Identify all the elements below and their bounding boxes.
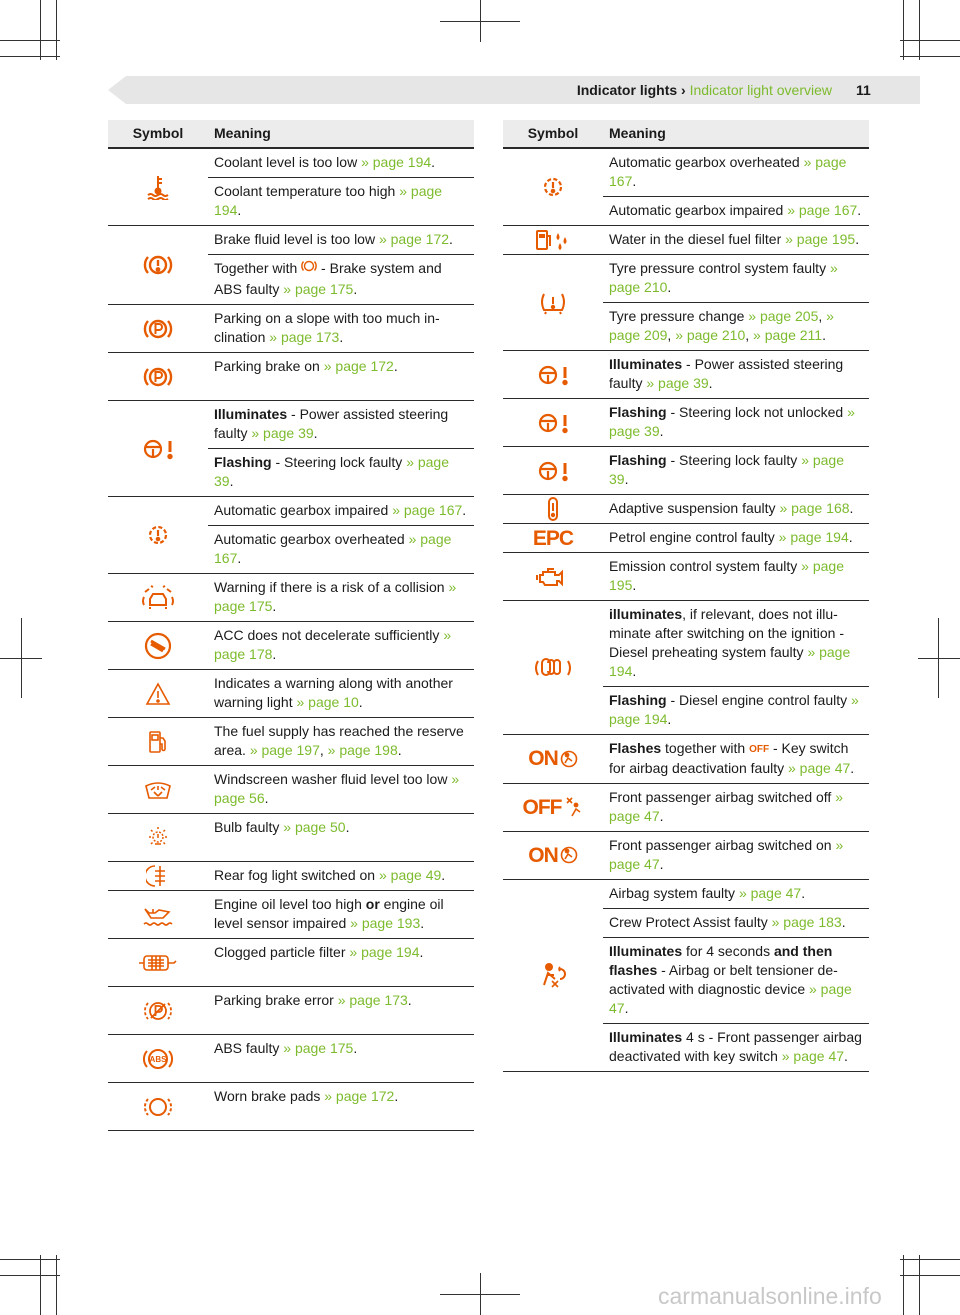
- table-row: [503, 524, 869, 553]
- meaning-text: Bulb faulty » page 50.: [214, 819, 350, 835]
- meaning-text: Airbag system faulty » page 47.: [603, 880, 869, 909]
- table-row: [108, 353, 474, 401]
- page-link[interactable]: » page 211: [753, 327, 823, 343]
- particle-filter-icon: [138, 951, 178, 975]
- oil-can-icon: [141, 903, 175, 927]
- meaning-text: Tyre pressure change » page 205, » page 209, » page 210, » page 211.: [609, 308, 834, 343]
- acc-icon: [144, 632, 172, 660]
- parking-brake-icon: [143, 364, 173, 390]
- table-row: [503, 784, 869, 832]
- page-link[interactable]: » page 167: [787, 202, 858, 218]
- page-link[interactable]: » page 47: [609, 788, 843, 824]
- meaning-text: ACC does not decelerate sufficiently » page 178.: [214, 627, 452, 662]
- page-link[interactable]: » page 49: [378, 867, 442, 883]
- meaning-text: Automatic gearbox overheated » page 167.: [214, 531, 452, 566]
- table-row: [503, 255, 869, 351]
- page-link[interactable]: » page 195: [785, 231, 856, 247]
- subsection-link[interactable]: Indicator light overview: [689, 82, 832, 98]
- meaning-text: Flashing - Steering lock faulty » page 39.: [609, 452, 845, 487]
- meaning-text: Parking on a slope with too much inclination » page 173.: [214, 310, 440, 345]
- abs-icon: [142, 1046, 174, 1072]
- meaning-text: Rear fog light switched on » page 49.: [214, 867, 446, 883]
- table-row: [108, 766, 474, 814]
- meaning-text: Engine oil level too high or engine oil level sensor impaired » page 193.: [214, 896, 444, 931]
- section-title: Indicator lights ›: [576, 82, 686, 98]
- page-link[interactable]: » page 210: [675, 327, 746, 343]
- table-row: [108, 939, 474, 987]
- glow-plug-icon: [534, 657, 572, 679]
- tyre-pressure-icon: [538, 291, 568, 315]
- brake-warning-icon: [143, 252, 173, 278]
- page-link[interactable]: » page 39: [609, 452, 845, 487]
- page-link[interactable]: » page 209: [609, 308, 834, 343]
- page-link[interactable]: » page 194: [349, 944, 420, 960]
- table-row: [503, 601, 869, 735]
- meaning-text: Clogged particle filter » page 194.: [214, 944, 424, 960]
- table-row: [503, 226, 869, 255]
- page-link[interactable]: » page 175: [214, 579, 457, 614]
- table-row: [503, 399, 869, 447]
- page-link[interactable]: » page 47: [609, 836, 844, 872]
- page-link[interactable]: » page 173: [337, 992, 408, 1008]
- table-row: [108, 987, 474, 1035]
- meaning-text: Parking brake on » page 172.: [214, 358, 398, 374]
- indicator-table-left: [108, 120, 474, 1131]
- page-link[interactable]: » page 178: [214, 627, 452, 662]
- page-link[interactable]: » page 194: [214, 183, 443, 218]
- gearbox-icon: [540, 174, 566, 200]
- meaning-text: Flashes together with OFF - Key switch for airbag deactivation faulty » page 47.: [609, 740, 855, 776]
- meaning-text: Front passenger airbag switched off » page 47.: [609, 788, 843, 824]
- bulb-icon: [144, 824, 172, 852]
- airbag-on-icon: ON: [528, 749, 578, 768]
- meaning-text: Emission control system faulty » page 195.: [609, 558, 844, 593]
- airbag-off-icon: OFF: [523, 796, 584, 818]
- table-row: [108, 622, 474, 670]
- washer-fluid-icon: [143, 778, 173, 802]
- parking-brake-error-icon: [143, 998, 173, 1024]
- steering-warning-icon: [536, 411, 570, 435]
- table-row: [108, 814, 474, 862]
- page-link[interactable]: » page 39: [214, 454, 450, 489]
- page-link[interactable]: » page 193: [350, 915, 421, 931]
- table-row: [503, 495, 869, 524]
- meaning-column-header: Meaning: [609, 125, 666, 141]
- meaning-text: Water in the diesel fuel filter » page 195.: [609, 231, 860, 247]
- page-link[interactable]: » page 167: [609, 154, 847, 189]
- page-link[interactable]: » page 175: [283, 281, 354, 297]
- page-link[interactable]: » page 56: [214, 771, 460, 806]
- meaning-text: ABS faulty » page 175.: [214, 1040, 358, 1056]
- page-link[interactable]: » page 39: [609, 404, 855, 439]
- table-row: [503, 832, 869, 880]
- brake-pads-icon: [143, 1094, 173, 1120]
- abs-inline-icon: [301, 259, 317, 280]
- table-row: [108, 891, 474, 939]
- page-link[interactable]: » page 195: [609, 558, 844, 593]
- watermark: carmanualsonline.info: [658, 1283, 882, 1309]
- page-link[interactable]: » page 39: [251, 425, 314, 441]
- meaning-text: Automatic gearbox impaired » page 167.: [609, 202, 862, 218]
- page-number: 11: [856, 82, 871, 98]
- meaning-column-header: Meaning: [214, 125, 271, 141]
- suspension-icon: [545, 495, 561, 523]
- page-link[interactable]: » page 47: [738, 884, 802, 901]
- svg-text:ABS: ABS: [149, 1054, 167, 1064]
- table-row: [108, 1035, 474, 1083]
- table-row: [108, 670, 474, 718]
- table-row: [108, 574, 474, 622]
- parking-brake-icon: [143, 316, 173, 342]
- table-row: [108, 401, 474, 497]
- meaning-text: Brake fluid level is too low » page 172.: [208, 226, 474, 255]
- meaning-text: The fuel supply has reached the reserve area. » page 197, » page 198.: [214, 723, 464, 758]
- page-link[interactable]: » page 205: [748, 308, 819, 324]
- table-row: [108, 149, 474, 226]
- airbag-on-icon: ON: [528, 846, 578, 865]
- table-row: [108, 226, 474, 305]
- table-header: [108, 120, 474, 149]
- steering-warning-icon: [536, 459, 570, 483]
- meaning-text: Tyre pressure control system faulty » page 210.: [603, 255, 869, 303]
- meaning-text: Flashing - Diesel engine control faulty » page 194.: [609, 692, 859, 727]
- page-link[interactable]: » page 10: [296, 694, 359, 710]
- meaning-text: Coolant temperature too high » page 194.: [214, 183, 443, 218]
- table-row: [503, 880, 869, 1072]
- meaning-text: Worn brake pads » page 172.: [214, 1088, 399, 1104]
- page-link[interactable]: » page 194: [609, 692, 859, 727]
- table-row: [503, 149, 869, 226]
- water-in-fuel-icon: [534, 227, 572, 253]
- table-row: [108, 862, 474, 891]
- meaning-text: Crew Protect Assist faulty » page 183.: [603, 909, 869, 938]
- indicator-table-right: [503, 120, 869, 1072]
- fuel-pump-icon: [147, 729, 169, 755]
- engine-icon: [535, 565, 571, 589]
- steering-warning-icon: [141, 437, 175, 461]
- meaning-text: Flashing - Steering lock not unlocked » page 39.: [609, 404, 855, 439]
- gearbox-icon: [145, 522, 171, 548]
- table-row: [503, 735, 869, 784]
- table-row: [108, 718, 474, 766]
- meaning-text: Illuminates - Power assisted steering faulty » page 39.: [208, 401, 474, 449]
- symbol-column-header: Symbol: [132, 125, 184, 141]
- page-link[interactable]: » page 194: [609, 644, 851, 679]
- page-link[interactable]: » page 172: [323, 358, 394, 374]
- page-link[interactable]: » page 194: [778, 529, 849, 545]
- table-row: [503, 351, 869, 399]
- meaning-text: Indicates a warning along with another warning light » page 10.: [214, 675, 453, 710]
- meaning-text: Coolant level is too low » page 194.: [208, 149, 474, 178]
- table-row: [503, 553, 869, 601]
- coolant-temperature-icon: [146, 174, 170, 200]
- meaning-text: Windscreen washer fluid level too low » page 56.: [214, 771, 460, 806]
- meaning-text: Front passenger airbag switched on » page 47.: [609, 836, 844, 872]
- running-header: [577, 82, 832, 98]
- meaning-text: Automatic gearbox impaired » page 167.: [208, 497, 474, 526]
- page-link[interactable]: » page 167: [214, 531, 452, 566]
- table-row: [108, 1083, 474, 1131]
- page-link[interactable]: » page 47: [781, 1047, 845, 1064]
- table-header: [503, 120, 869, 149]
- page-link[interactable]: » page 183: [771, 913, 842, 930]
- page-link[interactable]: » page 172: [324, 1088, 395, 1104]
- meaning-text: Automatic gearbox overheated » page 167.: [603, 149, 869, 197]
- steering-warning-icon: [536, 363, 570, 387]
- page-link[interactable]: » page 172: [378, 231, 450, 247]
- collision-warning-icon: [141, 585, 175, 611]
- meaning-text: Illuminates for 4 seconds and then flashes - Airbag or belt tensioner deactivated with diagnostic device » page 47.: [603, 938, 869, 1024]
- meaning-text: Parking brake error » page 173.: [214, 992, 412, 1008]
- page-link[interactable]: » page 168: [779, 500, 850, 516]
- page-link[interactable]: » page 194: [361, 154, 432, 170]
- meaning-text: Illuminates - Power assisted steering faulty » page 39.: [609, 356, 844, 391]
- meaning-text: Flashing - Steering lock faulty » page 39.: [214, 454, 450, 489]
- page-link[interactable]: » page 39: [646, 375, 709, 391]
- meaning-text: Petrol engine control faulty » page 194.: [609, 529, 853, 545]
- warning-triangle-icon: [145, 682, 171, 706]
- airbag-off-inline-icon: OFF: [749, 743, 770, 755]
- page-link[interactable]: » page 47: [788, 759, 851, 776]
- page-link[interactable]: » page 47: [609, 980, 852, 1016]
- airbag-warning-icon: [538, 961, 568, 989]
- meaning-text: Illuminates 4 s - Front passenger airbag deactivated with key switch » page 47.: [609, 1028, 862, 1064]
- meaning-text: Warning if there is a risk of a collision » page 175.: [214, 579, 457, 614]
- page-link[interactable]: » page 173: [269, 329, 340, 345]
- table-row: [108, 305, 474, 353]
- meaning-text: illuminates, if relevant, does not illuminate after switching on the ignition - Diesel preheating system faulty » page 194.: [603, 601, 869, 687]
- table-row: [503, 447, 869, 495]
- symbol-column-header: Symbol: [527, 125, 579, 141]
- meaning-text: Adaptive suspension faulty » page 168.: [609, 500, 854, 516]
- table-row: [108, 497, 474, 574]
- rear-fog-light-icon: [146, 862, 170, 890]
- page-link[interactable]: » page 198: [327, 742, 398, 758]
- page-link[interactable]: » page 197: [249, 742, 320, 758]
- epc-icon: EPC: [532, 526, 574, 550]
- page-link[interactable]: » page 210: [609, 260, 838, 295]
- meaning-text: Together with - Brake system and ABS faulty » page 175.: [214, 260, 442, 297]
- page-link[interactable]: » page 50: [283, 819, 346, 835]
- page-link[interactable]: » page 175: [283, 1040, 354, 1056]
- page-link[interactable]: » page 167: [392, 502, 463, 518]
